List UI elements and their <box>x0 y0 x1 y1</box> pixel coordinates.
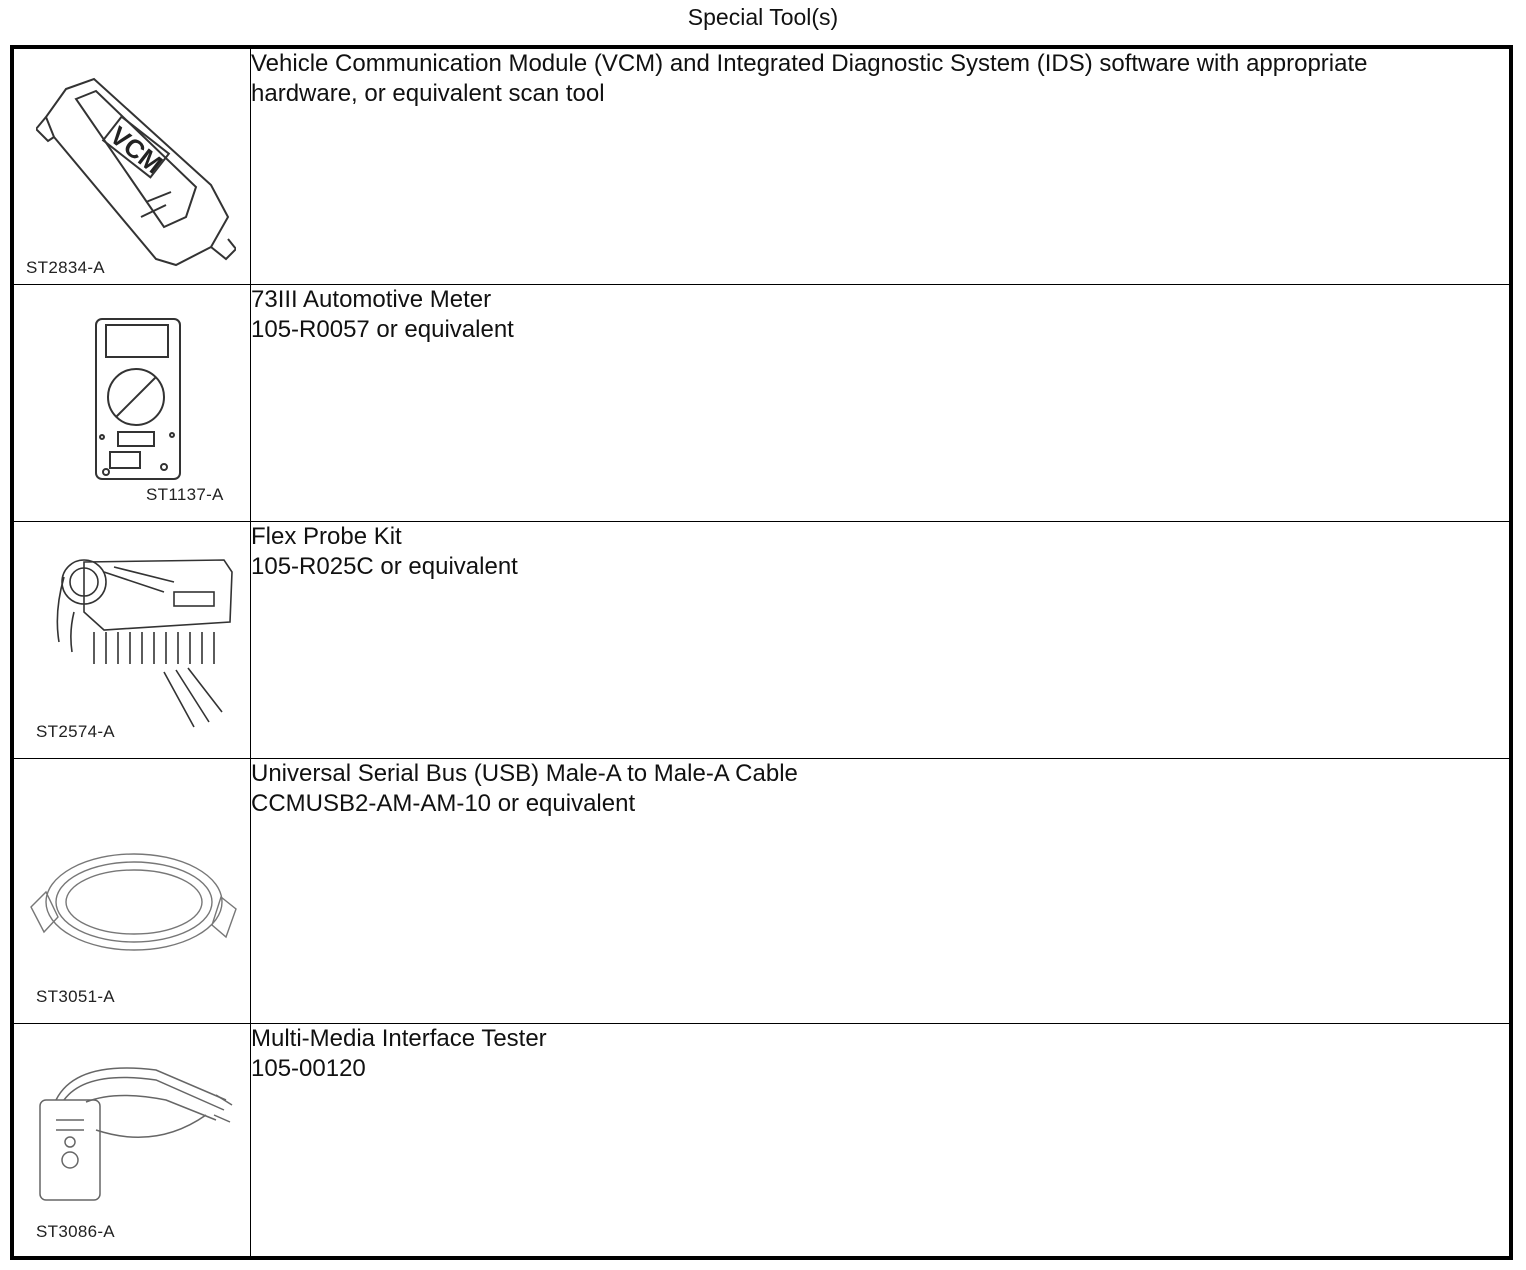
tool-code: ST2574-A <box>36 721 115 741</box>
interface-tester-icon <box>36 1060 236 1210</box>
tool-description <box>251 758 1512 1023</box>
tool-row <box>12 521 1511 758</box>
tool-code: ST3051-A <box>36 986 115 1006</box>
usb-cable-icon <box>26 847 241 962</box>
tool-description <box>251 47 1512 284</box>
tool-part-number: CCMUSB2-AM-AM-10 or equivalent <box>251 789 636 817</box>
tool-part-number: 105-R025C or equivalent <box>251 552 518 580</box>
vcm-label: VCM <box>104 120 169 180</box>
tool-name: Vehicle Communication Module (VCM) and Integrated Diagnostic System (IDS) software with appropriate <box>251 50 1368 77</box>
tool-code: ST1137-A <box>146 484 224 504</box>
tool-name: Universal Serial Bus (USB) Male-A to Male-A Cable <box>251 759 798 787</box>
flex-probe-kit-icon <box>44 552 244 737</box>
tool-name: Multi-Media Interface Tester <box>251 1024 547 1052</box>
tool-name: 73III Automotive Meter <box>251 285 492 313</box>
tool-row <box>12 284 1511 521</box>
tool-name: Flex Probe Kit <box>251 522 402 550</box>
tool-part-number: 105-R0057 or equivalent <box>251 315 514 343</box>
tool-illustration-cell <box>12 284 251 521</box>
page-title: Special Tool(s) <box>687 4 839 30</box>
tool-description <box>251 1023 1512 1258</box>
tool-illustration-cell <box>12 1023 251 1258</box>
special-tools-table <box>10 45 1513 1260</box>
tool-code: ST2834-A <box>26 258 105 277</box>
tool-part-number: 105-00120 <box>251 1054 366 1082</box>
tool-row <box>12 47 1511 284</box>
tool-description <box>251 284 1512 521</box>
tool-name-continued: hardware, or equivalent scan tool <box>251 80 605 107</box>
tool-illustration-cell <box>12 47 251 284</box>
tool-row <box>12 1023 1511 1258</box>
tool-row <box>12 758 1511 1023</box>
tool-illustration-cell <box>12 758 251 1023</box>
tool-illustration-cell <box>12 521 251 758</box>
tool-code: ST3086-A <box>36 1221 115 1241</box>
automotive-meter-icon <box>94 317 184 487</box>
vcm-module-icon <box>36 77 236 267</box>
tool-description <box>251 521 1512 758</box>
